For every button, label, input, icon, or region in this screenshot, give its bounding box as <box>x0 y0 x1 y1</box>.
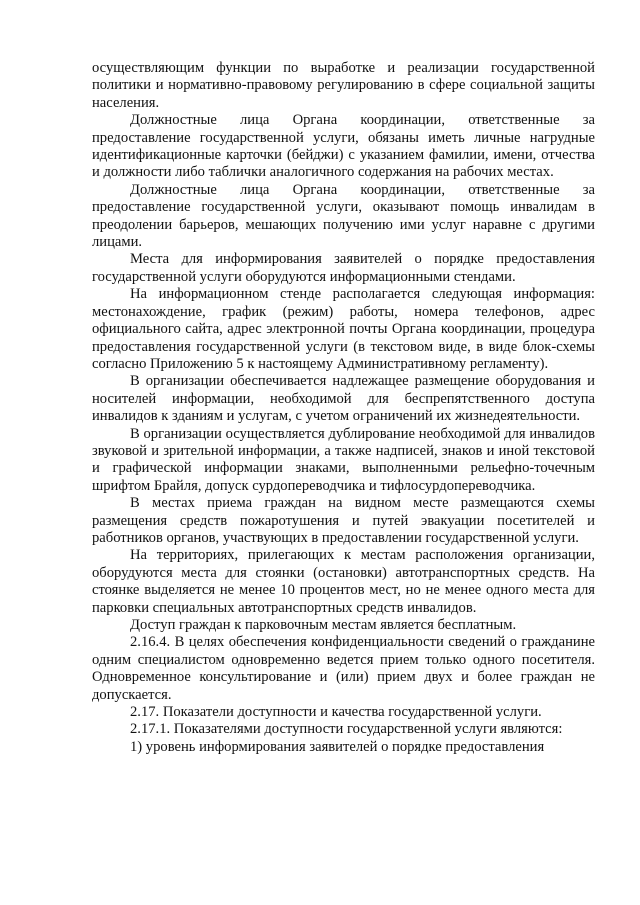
paragraph: осуществляющим функции по выработке и реализации государственной политики и нормативно-правовому регулированию в сфере социальной защиты населения. <box>92 60 595 111</box>
paragraph: На территориях, прилегающих к местам расположения организации, оборудуются места для стоянки (остановки) автотранспортных средств. На стоянке выделяется не менее 10 процентов мест, но не менее одного места для парковки специальных автотранспортных средств инвалидов. <box>92 547 595 616</box>
paragraph: Доступ граждан к парковочным местам является бесплатным. <box>130 617 517 633</box>
paragraph: 2.17.1. Показателями доступности государственной услуги являются: <box>130 721 563 738</box>
document-body <box>92 60 595 756</box>
paragraph: В организации обеспечивается надлежащее размещение оборудования и носителей информации, необходимой для беспрепятственного доступа инвалидов к зданиям и услугам, с учетом ограничений их жизнедеятельности. <box>92 373 595 425</box>
paragraph: Должностные лица Органа координации, ответственные за предоставление государственной услуги, оказывают помощь инвалидам в преодолении барьеров, мешающих получению ими услуг наравне с другими лицами. <box>92 181 595 251</box>
paragraph: 2.17. Показатели доступности и качества государственной услуги. <box>130 704 542 721</box>
paragraph: В организации осуществляется дублирование необходимой для инвалидов звуковой и зрительной информации, а также надписей, знаков и иной текстовой и графической информации знаками, выполненными рельефно-точечным шрифтом Брайля, допуск сурдопереводчика и тифлосурдопереводчика. <box>92 425 595 494</box>
paragraph: В местах приема граждан на видном месте размещаются схемы размещения средств пожаротушения и путей эвакуации посетителей и работников органов, участвующих в предоставлении государственной услуги. <box>92 495 595 546</box>
paragraph: На информационном стенде располагается следующая информация: местонахождение, график (режим) работы, номера телефонов, адрес официального сайта, адрес электронной почты Органа координации, процедура предоставления государственной услуги (в текстовом виде, в виде блок-схемы согласно Приложению 5 к настоящему Административному регламенту). <box>92 286 595 372</box>
paragraph: 2.16.4. В целях обеспечения конфиденциальности сведений о гражданине одним специалистом одновременно ведется прием только одного посетителя. Одновременное консультирование и (или) прием двух и более граждан не допускается. <box>92 634 595 703</box>
paragraph: 1) уровень информирования заявителей о порядке предоставления <box>130 738 545 755</box>
paragraph: Должностные лица Органа координации, ответственные за предоставление государственной услуги, обязаны иметь личные нагрудные идентификационные карточки (бейджи) с указанием фамилии, имени, отчества и должности либо таблички аналогичного содержания на рабочих местах. <box>92 112 595 181</box>
paragraph: Места для информирования заявителей о порядке предоставления государственной услуги оборудуются информационными стендами. <box>92 251 595 285</box>
